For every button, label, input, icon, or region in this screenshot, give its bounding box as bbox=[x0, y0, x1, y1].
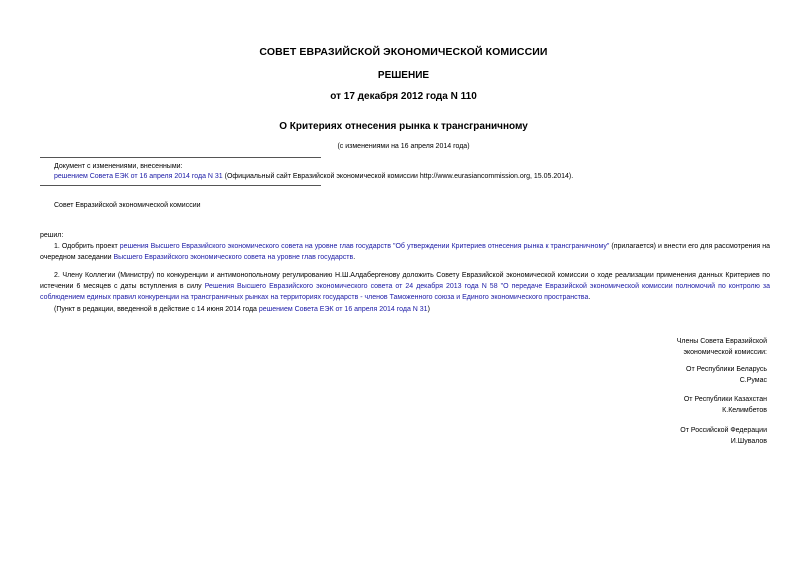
signature-country: От Республики Беларусь bbox=[686, 366, 767, 373]
paragraph-2-link[interactable]: Решения Высшего Евразийского экономического совета от 24 декабря 2013 года N 58 "О передаче Евразийской экономической комиссии полномочий по контролю за соблюдением единых правил конкуренции на трансграничных рынках на территориях государств - членов Таможенного союза и Единого экономического пространства bbox=[40, 283, 770, 301]
paragraph-3-end: ) bbox=[427, 306, 430, 313]
divider-top bbox=[40, 157, 321, 158]
paragraph-1-link-2[interactable]: Высшего Евразийского экономического совета на уровне глав государств bbox=[113, 254, 354, 261]
paragraph-1-mid: (прилагается) и внести его для рассмотрения на очередном заседании bbox=[40, 243, 770, 261]
resolved-label: решил: bbox=[40, 232, 64, 239]
paragraph-3-start: (Пункт в редакции, введенной в действие с 14 июня 2014 года bbox=[54, 306, 259, 313]
signatures-heading bbox=[677, 336, 767, 358]
signature-name: К.Келимбетов bbox=[722, 407, 767, 414]
paragraph-3-link[interactable]: решением Совета ЕЭК от 16 апреля 2014 года N 31 bbox=[258, 306, 428, 313]
changes-reference-tail: (Официальный сайт Евразийской экономической комиссии http://www.eurasiancommission.org, 15.05.2014). bbox=[222, 173, 574, 180]
signature-name: И.Шувалов bbox=[730, 438, 767, 445]
paragraph-1-link[interactable]: решения Высшего Евразийского экономического совета на уровне глав государств "Об утверждении Критериев отнесения рынка к трансграничному" bbox=[119, 243, 610, 250]
paragraph-1 bbox=[40, 241, 770, 263]
changes-reference bbox=[54, 171, 573, 182]
signature-country: От Республики Казахстан bbox=[683, 396, 767, 403]
decision-heading: РЕШЕНИЕ bbox=[377, 70, 430, 81]
paragraph-1-end: . bbox=[353, 254, 356, 261]
signature-country: От Российской Федерации bbox=[680, 427, 767, 434]
council-name: Совет Евразийской экономической комиссии bbox=[54, 202, 201, 209]
paragraph-2 bbox=[40, 270, 770, 303]
decision-date: от 17 декабря 2012 года N 110 bbox=[330, 91, 477, 102]
paragraph-1-start: 1. Одобрить проект bbox=[54, 243, 120, 250]
paragraph-2-end: . bbox=[588, 294, 591, 301]
signature-russia bbox=[680, 425, 767, 447]
divider-bottom bbox=[40, 185, 321, 186]
document-title: О Критериях отнесения рынка к трансграничному bbox=[279, 121, 528, 132]
paragraph-3-note bbox=[54, 304, 784, 315]
document-subtitle: (с изменениями на 16 апреля 2014 года) bbox=[337, 143, 470, 150]
changes-label: Документ с изменениями, внесенными: bbox=[54, 163, 183, 170]
changes-reference-link[interactable]: решением Совета ЕЭК от 16 апреля 2014 года N 31 bbox=[54, 173, 223, 180]
signature-belarus bbox=[686, 364, 767, 386]
signatures-heading-line-1: Члены Совета Евразийской bbox=[676, 338, 767, 345]
signature-kazakhstan bbox=[684, 394, 767, 416]
paragraph-2-start: 2. Члену Коллегии (Министру) по конкуренции и антимонопольному регулированию Н.Ш.Алдабергенову доложить Совету Евразийской экономической комиссии о ходе реализации применения данных Критериев по истечении 6 месяцев с даты вступления в силу bbox=[40, 272, 770, 290]
organization-heading: СОВЕТ ЕВРАЗИЙСКОЙ ЭКОНОМИЧЕСКОЙ КОМИССИИ bbox=[259, 46, 548, 58]
signatures-heading-line-2: экономической комиссии: bbox=[683, 349, 767, 356]
signature-name: С.Румас bbox=[739, 377, 767, 384]
